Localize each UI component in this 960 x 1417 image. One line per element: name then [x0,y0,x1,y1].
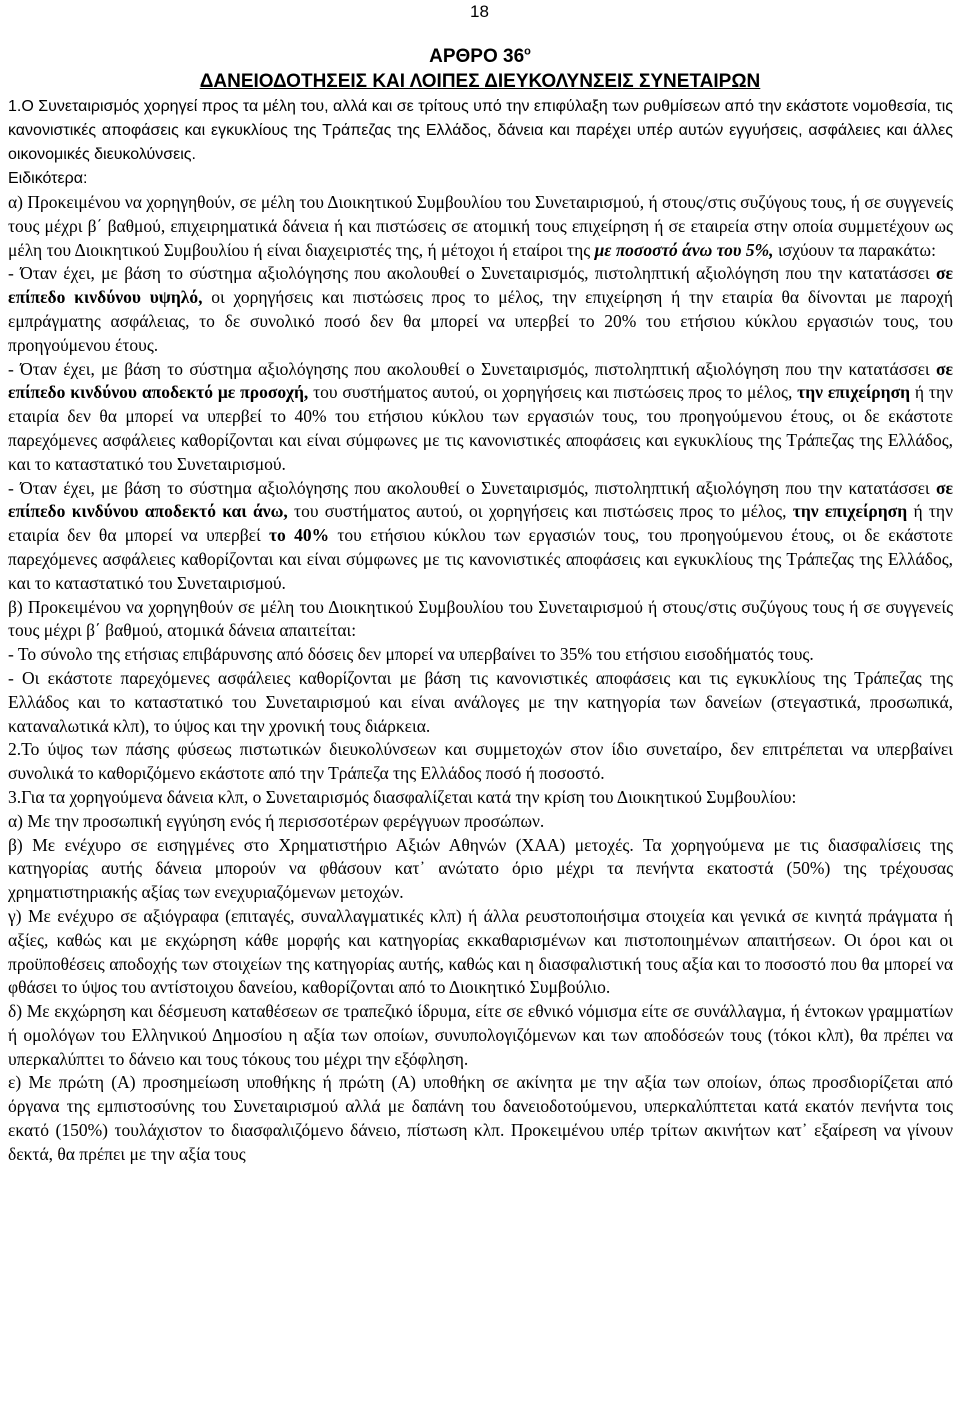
bold-text: το 40% [268,525,330,546]
paragraph [8,738,953,786]
article-title-ordinal: ο [524,45,531,58]
text-run: β) Προκειμένου να χορηγηθούν σε μέλη του Διοικητικού Συμβουλίου του Συνεταιρισμού ή στους/στις συζύγους τους ή σε συγγενείς τους μέχρι β΄ βαθμού, ατομικά δάνεια απαιτείται: [8,596,953,641]
page-number: 18 [470,2,489,21]
paragraph [8,358,953,477]
text-run: - Το σύνολο της ετήσιας επιβάρυνσης από δόσεις δεν μπορεί να υπερβαίνει το 35% του ετήσιου εισοδήματός τους. [8,644,814,665]
text-run: - Όταν έχει, με βάση το σύστημα αξιολόγησης που ακολουθεί ο Συνεταιρισμός, πιστοληπτική αξιολόγηση που την κατατάσσει [8,477,936,498]
text-run: - Όταν έχει, με βάση το σύστημα αξιολόγησης που ακολουθεί ο Συνεταιρισμός, πιστοληπτική αξιολόγηση που την κατατάσσει [8,263,936,284]
text-run: - Οι εκάστοτε παρεχόμενες ασφάλειες καθορίζονται με βάση τις κανονιστικές αποφάσεις και τις εγκυκλίους της Τράπεζας της Ελλάδος και το καταστατικό του Συνεταιρισμού και είναι ανάλογες με την κατηγορία των δανείων (στεγαστικά, προσωπικά, καταναλωτικά κλπ), το ύψος και την χρονική τους διάρκεια. [8,667,953,736]
article-body [8,95,953,1167]
bold-text: σε επίπεδο κινδύνου υψηλό, [8,263,953,308]
text-run: Ειδικότερα: [8,170,88,187]
paragraph [8,810,953,834]
text-run: 1.Ο Συνεταιρισμός χορηγεί προς τα μέλη του, αλλά και σε τρίτους υπό την επιφύλαξη των ρυθμίσεων από την εκάστοτε νομοθεσία, τις κανονιστικές αποφάσεις και εγκυκλίους της Τράπεζας της Ελλάδος, δάνεια και παρέχει υπέρ αυτών εγγυήσεις, ασφάλειες και άλλες οικονομικές διευκολύνσεις. [8,98,953,163]
paragraph [8,905,953,1000]
text-run: του ετήσιου κύκλου των εργασιών τους, του προηγούμενου έτους, οι δε εκάστοτε παρεχόμενες ασφάλειες καθορίζονται και είναι σύμφωνες με τις κανονιστικές αποφάσεις και εγκυκλίους της Τράπεζας της Ελλάδος, και το καταστατικό του Συνεταιρισμού. [8,525,953,593]
text-run: ή την εταιρία δεν θα μπορεί να υπερβεί [8,501,954,546]
article-title [0,45,960,69]
text-run: του συστήματος αυτού, οι χορηγήσεις και πιστώσεις προς το μέλος, [287,501,793,522]
text-run: ισχύουν τα παρακάτω: [773,239,936,260]
text-run: γ) Με ενέχυρο σε αξιόγραφα (επιταγές, συναλλαγματικές κλπ) ή άλλα ρευστοποιήσιμα στοιχεία και γενικά σε κινητά πράγματα ή αξίες, καθώς και με εκχώρηση κάθε μορφής και κατηγορίας εκκαθαρισμένων και πιστοποιημένων απαιτήσεων. Οι όροι και οι προϋποθέσεις αποδοχής των στοιχείων της κατηγορίας αυτής, καθώς και η διασφαλιστική τους αξία και το ποσοστό που θα μπορεί να φθάσει το ύψος του αντίστοιχου δανείου, καθορίζονται από το Διοικητικό Συμβούλιο. [8,905,953,998]
bold-italic-text: με ποσοστό άνω του 5%, [594,239,774,260]
text-run: α) Προκειμένου να χορηγηθούν, σε μέλη του Διοικητικού Συμβουλίου του Συνεταιρισμού, ή στους/στις συζύγους τους, ή σε συγγενείς τους μέχρι β΄ βαθμού, επιχειρηματικά δάνεια ή και πιστώσεις σε ατομική τους επιχείρηση ή σε εταιρεία στην οποία συμμετέχουν ως μέλη του Διοικητικού Συμβουλίου ή είναι διαχειριστές της, ή μέτοχοι ή εταίροι της [8,192,953,260]
paragraph [8,667,953,738]
paragraph [8,643,953,667]
bold-text: σε επίπεδο κινδύνου αποδεκτό και άνω, [8,477,953,522]
article-title-text: ΑΡΘΡΟ 36 [429,46,525,67]
text-run: β) Με ενέχυρο σε εισηγμένες στο Χρηματιστήριο Αξιών Αθηνών (ΧΑΑ) μετοχές. Τα χορηγούμενα με τις διασφαλίσεις της κατηγορίας αυτής δάνεια μπορούν να φθάσουν κατ᾽ ανώτατο όριο μέχρι τα πενήντα εκατοστά (50%) της τρέχουσας χρηματιστηριακής αξίας των ενεχυριαζόμενων μετοχών. [8,834,953,903]
paragraph [8,834,953,905]
paragraph [8,1071,953,1166]
article-subtitle: ΔΑΝΕΙΟΔΟΤΗΣΕΙΣ ΚΑΙ ΛΟΙΠΕΣ ΔΙΕΥΚΟΛΥΝΣΕΙΣ ΣΥΝΕΤΑΙΡΩΝ [199,71,761,92]
paragraph [8,191,953,262]
bold-text: σε επίπεδο κινδύνου αποδεκτό με προσοχή, [8,358,953,403]
text-run: ή την εταιρία δεν θα μπορεί να υπερβεί το 40% του ετήσιου κύκλου των εργασιών τους, του προηγούμενου έτους, οι δε εκάστοτε παρεχόμενες ασφάλειες καθορίζονται και είναι σύμφωνες με τις κανονιστικές αποφάσεις και εγκυκλίους της Τράπεζας της Ελλάδος, και το καταστατικό του Συνεταιρισμού. [8,382,954,474]
text-run: α) Με την προσωπική εγγύηση ενός ή περισσοτέρων φερέγγυων προσώπων. [8,810,545,831]
text-run: δ) Με εκχώρηση και δέσμευση καταθέσεων σε τραπεζικό ίδρυμα, είτε σε εθνικό νόμισμα είτε σε συνάλλαγμα, ή έντοκων γραμματίων ή ομολόγων του Ελληνικού Δημοσίου η αξία των οποίων, συνυπολογιζόμενων και των αποδόσεών τους (τόκοι κλπ), θα πρέπει να υπερκαλύπτει το δάνειο και τους τόκους του μέχρι την εξόφληση. [8,1001,953,1069]
text-run: οι χορηγήσεις και πιστώσεις προς το μέλος, την επιχείρηση ή την εταιρία θα δίνονται με παροχή εμπράγματης ασφάλειας, το δε συνολικό ποσό δεν θα μπορεί να υπερβεί το 20% του ετήσιου κύκλου εργασιών τους, του προηγούμενου έτους. [8,287,953,355]
bold-text: την επιχείρηση [792,501,908,522]
paragraph [8,596,953,644]
paragraph [8,477,953,596]
text-run: 3.Για τα χορηγούμενα δάνεια κλπ, ο Συνεταιρισμός διασφαλίζεται κατά την κρίση του Διοικητικού Συμβουλίου: [8,786,797,807]
text-run: - Όταν έχει, με βάση το σύστημα αξιολόγησης που ακολουθεί ο Συνεταιρισμός, πιστοληπτική αξιολόγηση που την κατατάσσει [8,358,936,379]
bold-text: την επιχείρηση [797,382,911,403]
text-run: 2.Το ύψος των πάσης φύσεως πιστωτικών διευκολύνσεων και συμμετοχών στον ίδιο συνεταίρο, δεν επιτρέπεται να υπερβαίνει συνολικά το καθοριζόμενο εκάστοτε από την Τράπεζα της Ελλάδος ποσό ή ποσοστό. [8,739,953,784]
paragraph [8,167,953,191]
paragraph [8,95,953,167]
text-run: ε) Με πρώτη (Α) προσημείωση υποθήκης ή πρώτη (Α) υποθήκη σε ακίνητα με την αξία των οποίων, όπως προσδιορίζεται από όργανα της εμπιστοσύνης του Συνεταιρισμού αλλά με δαπάνη του δανειοδοτούμενου, υπερκαλύπτεται κατά εκατόν πενήντα τοις εκατό (150%) τουλάχιστον το διασφαλιζόμενο δάνειο, πίστωση κλπ. Προκειμένου υπέρ τρίτων ακινήτων κατ᾽ εξαίρεση να γίνουν δεκτά, θα πρέπει με την αξία τους [8,1072,953,1164]
paragraph [8,262,953,357]
paragraph [8,786,953,810]
paragraph [8,1000,953,1071]
text-run: του συστήματος αυτού, οι χορηγήσεις και πιστώσεις προς το μέλος, [308,382,798,403]
